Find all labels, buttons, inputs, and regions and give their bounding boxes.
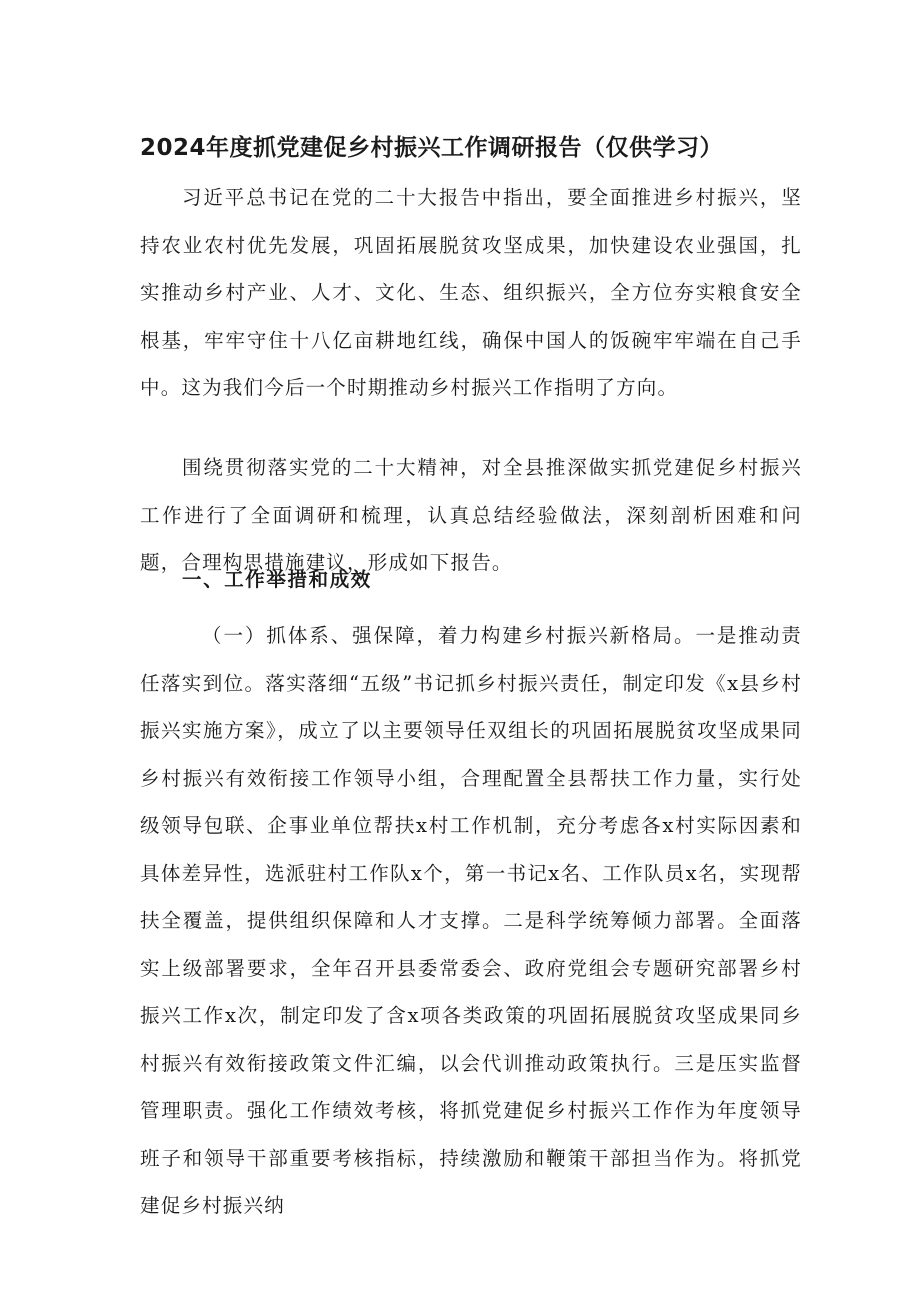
section-paragraph: （一）抓体系、强保障，着力构建乡村振兴新格局。一是推动责任落实到位。落实落细“五级”书记抓乡村振兴责任，制定印发《x县乡村振兴实施方案》，成立了以主要领导任双组长的巩固拓展脱贫攻坚成果同乡村振兴有效衔接工作领导小组，合理配置全县帮扶工作力量，实行处级领导包联、企事业单位帮扶x村工作机制，充分考虑各x村实际因素和具体差异性，选派驻村工作队x个，第一书记x名、工作队员x名，实现帮扶全覆盖，提供组织保障和人才支撑。二是科学统筹倾力部署。全面落实上级部署要求，全年召开县委常委会、政府党组会专题研究部署乡村振兴工作x次，制定印发了含x项各类政策的巩固拓展脱贫攻坚成果同乡村振兴有效衔接政策文件汇编，以会代训推动政策执行。三是压实监督管理职责。强化工作绩效考核，将抓党建促乡村振兴工作作为年度领导班子和领导干部重要考核指标，持续激励和鞭策干部担当作为。将抓党建促乡村振兴纳 <box>140 624 802 1217</box>
intro-paragraph: 习近平总书记在党的二十大报告中指出，要全面推进乡村振兴，坚持农业农村优先发展，巩固拓展脱贫攻坚成果，加快建设农业强国，扎实推动乡村产业、人才、文化、生态、组织振兴，全方位夯实粮食安全根基，牢牢守住十八亿亩耕地红线，确保中国人的饭碗牢牢端在自己手中。这为我们今后一个时期推动乡村振兴工作指明了方向。 <box>140 186 802 399</box>
purpose-paragraph: 围绕贯彻落实党的二十大精神，对全县推深做实抓党建促乡村振兴工作进行了全面调研和梳理，认真总结经验做法，深刻剖析困难和问题，合理构思措施建议，形成如下报告。 <box>140 456 802 574</box>
section-heading: 一、工作举措和成效 <box>182 568 372 591</box>
document-title: 2024年度抓党建促乡村振兴工作调研报告（仅供学习） <box>140 135 724 161</box>
